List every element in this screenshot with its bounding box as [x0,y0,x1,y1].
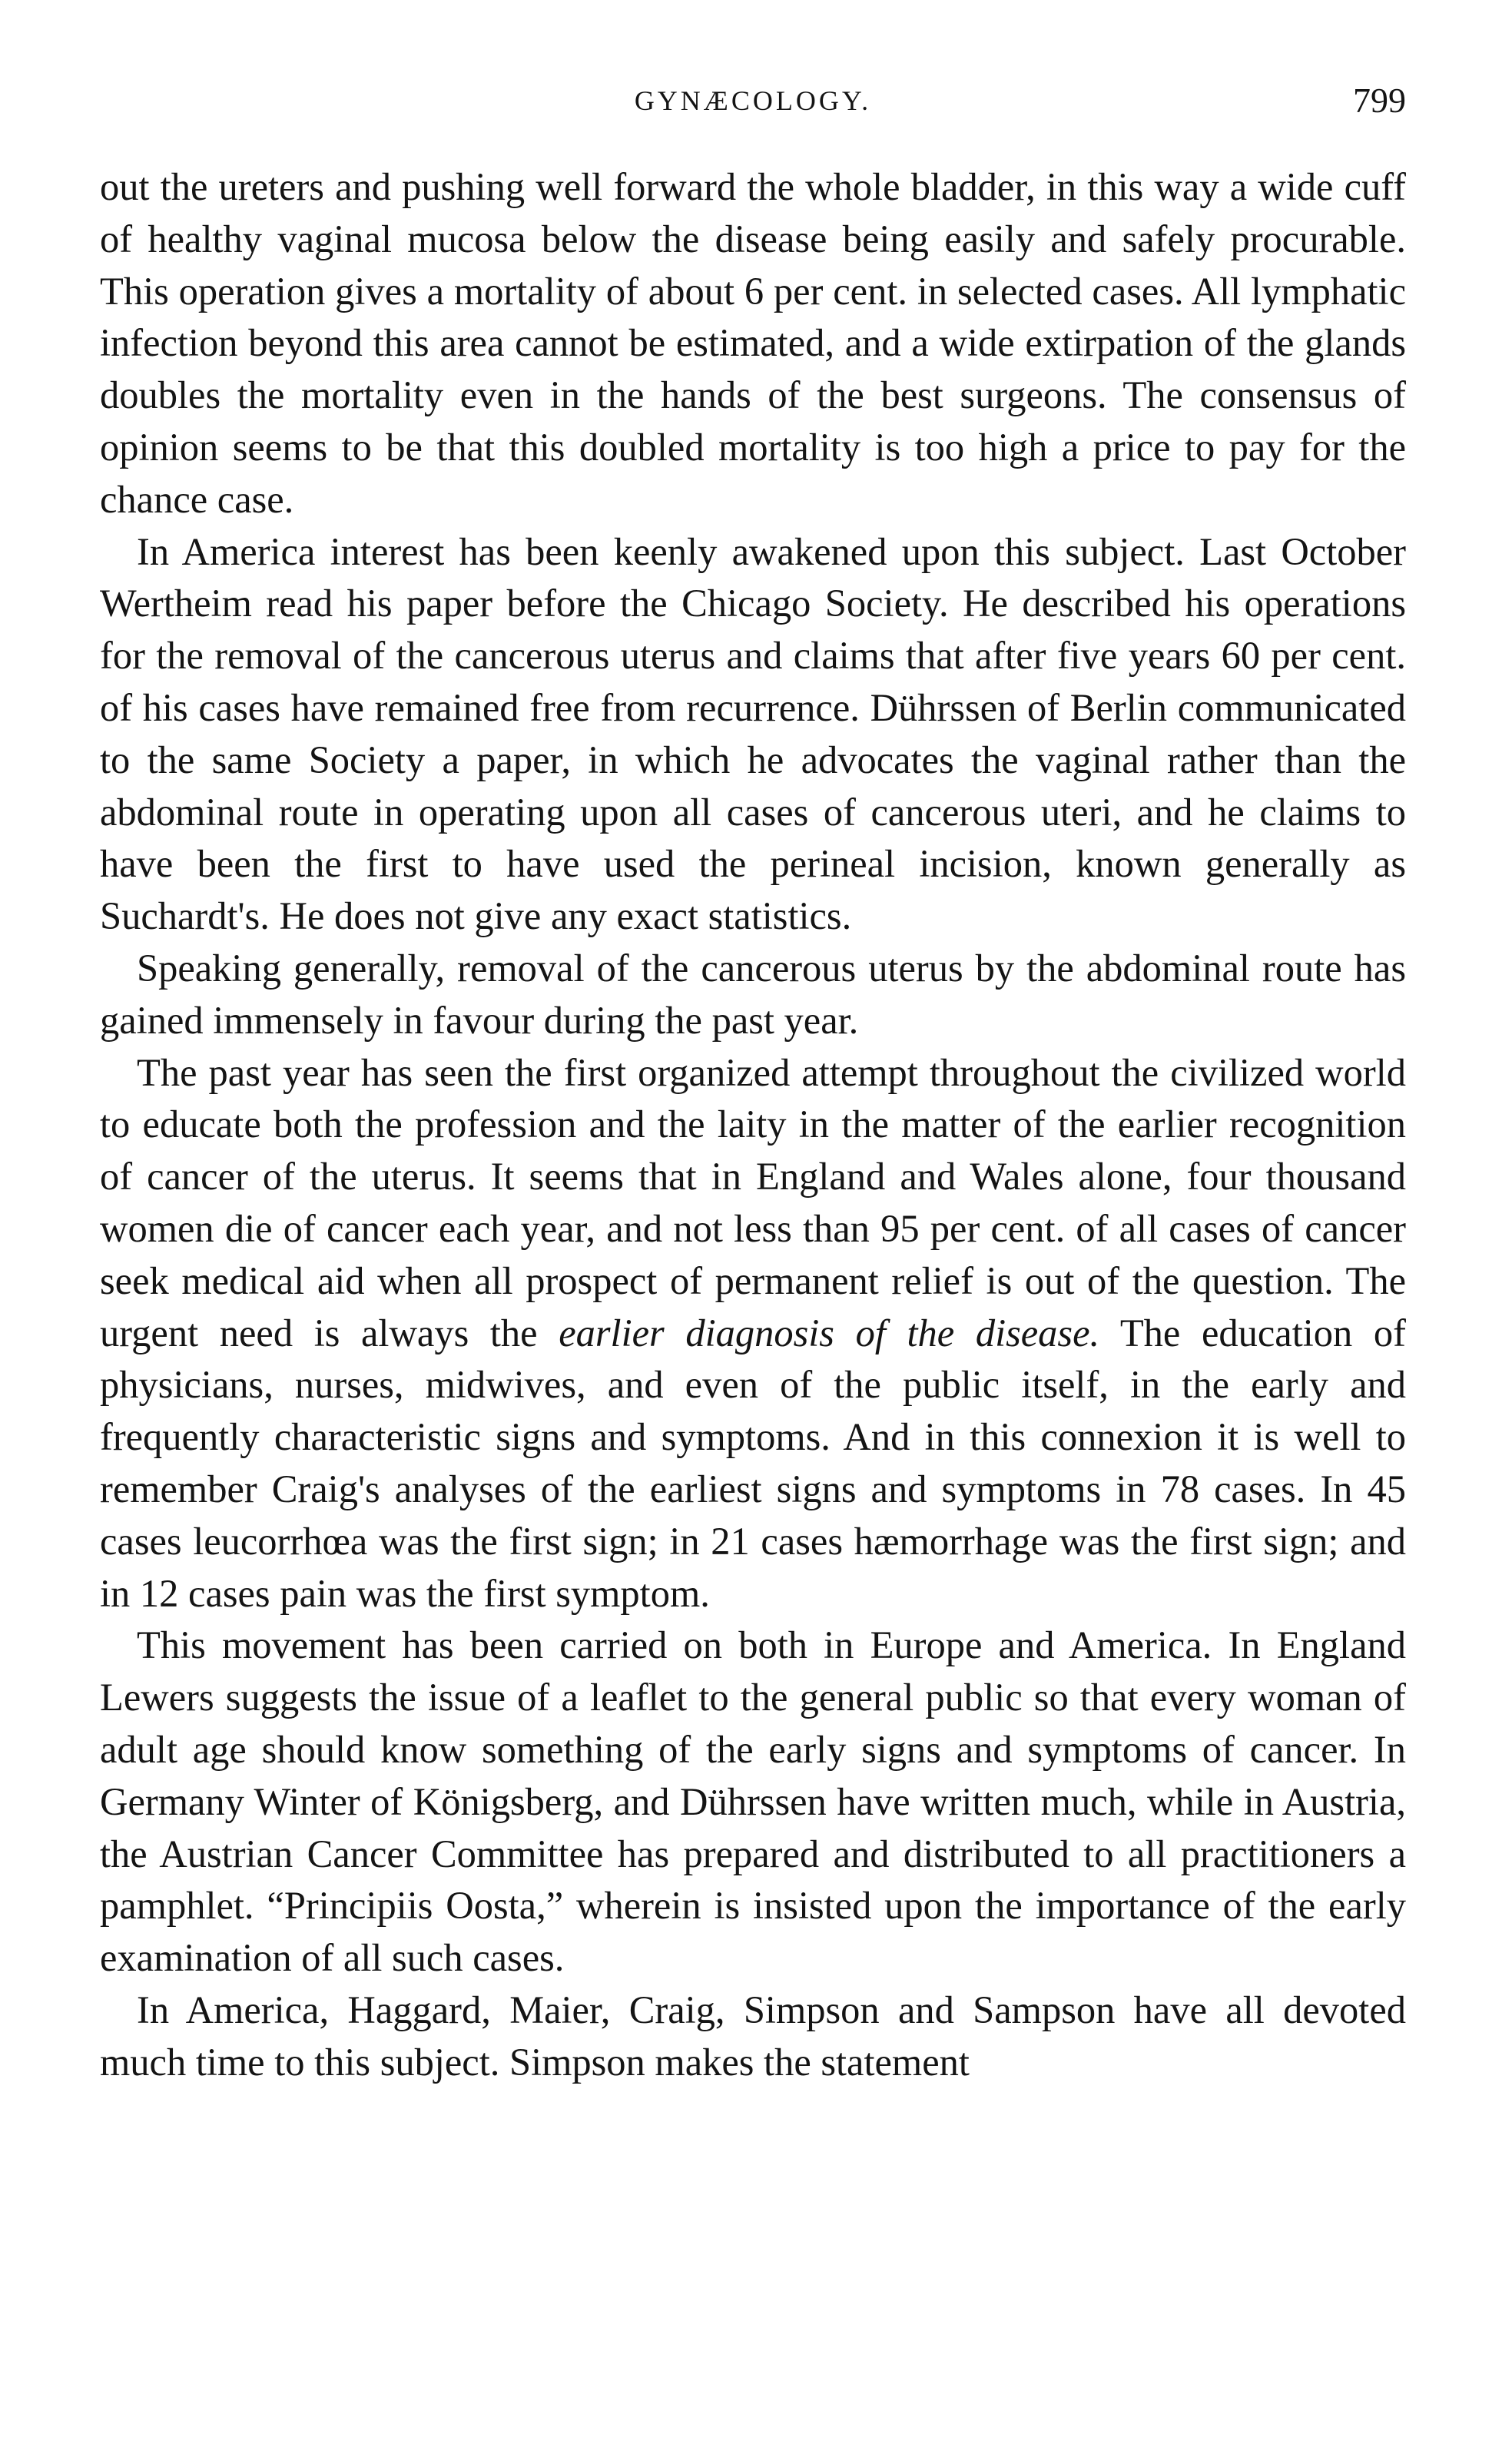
running-title: GYNÆCOLOGY. [634,85,872,116]
emphasis-text: earlier diagnosis of the disease. [559,1311,1100,1354]
paragraph-abdominal-route [100,943,1406,1047]
paragraph-text: The past year has seen the first organized attempt throughout the civilized world to educate both the profession and the laity in the matter of the earlier recognition of cancer of the uterus. It seems that in England and Wales alone, four thousand women die of cancer each year, and not less than 95 per cent. of all cases of cancer seek medical aid when all prospect of permanent relief is out of the question. The urgent need is always the [100,1050,1406,1354]
paragraph-continued [100,161,1406,526]
paragraph-text: In America interest has been keenly awakened upon this subject. Last October Wertheim read his paper before the Chicago Society. He described his operations for the removal of the cancerous uterus and claims that after five years 60 per cent. of his cases have remained free from recurrence. Dührssen of Berlin communicated to the same Society a paper, in which he advocates the vaginal rather than the abdominal route in operating upon all cases of cancerous uteri, and he claims to have been the first to have used the perineal incision, known generally as Suchardt's. He does not give any exact statistics. [100,529,1406,938]
page-number: 799 [1353,81,1406,120]
body-text [100,161,1406,2088]
paragraph-text: The education of physicians, nurses, midwives, and even of the public itself, in the early and frequently characteristic signs and symptoms. And in this connexion it is well to remember Craig's analyses of the earliest signs and symptoms in 78 cases. In 45 cases leucorrhœa was the first sign; in 21 cases hæmorrhage was the first sign; and in 12 cases pain was the first symptom. [100,1311,1406,1615]
paragraph-america-authors [100,1984,1406,2089]
paragraph-text: Speaking generally, removal of the cancerous uterus by the abdominal route has gained immensely in favour during the past year. [100,946,1406,1042]
paragraph-early-recognition [100,1047,1406,1620]
paragraph-europe-america-movement [100,1620,1406,1984]
paragraph-america-interest [100,526,1406,943]
running-head [100,81,1406,131]
paragraph-text: In America, Haggard, Maier, Craig, Simpson and Sampson have all devoted much time to this subject. Simpson makes the statement [100,1988,1406,2084]
book-page [100,81,1406,2088]
paragraph-text: out the ureters and pushing well forward the whole bladder, in this way a wide cuff of healthy vaginal mucosa below the disease being easily and safely procurable. This operation gives a mortality of about 6 per cent. in selected cases. All lymphatic infection beyond this area cannot be estimated, and a wide extirpation of the glands doubles the mortality even in the hands of the best surgeons. The consensus of opinion seems to be that this doubled mortality is too high a price to pay for the chance case. [100,165,1406,521]
paragraph-text: This movement has been carried on both in Europe and America. In England Lewers suggests the issue of a leaflet to the general public so that every woman of adult age should know something of the early signs and symptoms of cancer. In Germany Winter of Königsberg, and Dührssen have written much, while in Austria, the Austrian Cancer Committee has prepared and distributed to all practitioners a pamphlet. “Principiis Oosta,” wherein is insisted upon the importance of the early examination of all such cases. [100,1623,1406,1980]
